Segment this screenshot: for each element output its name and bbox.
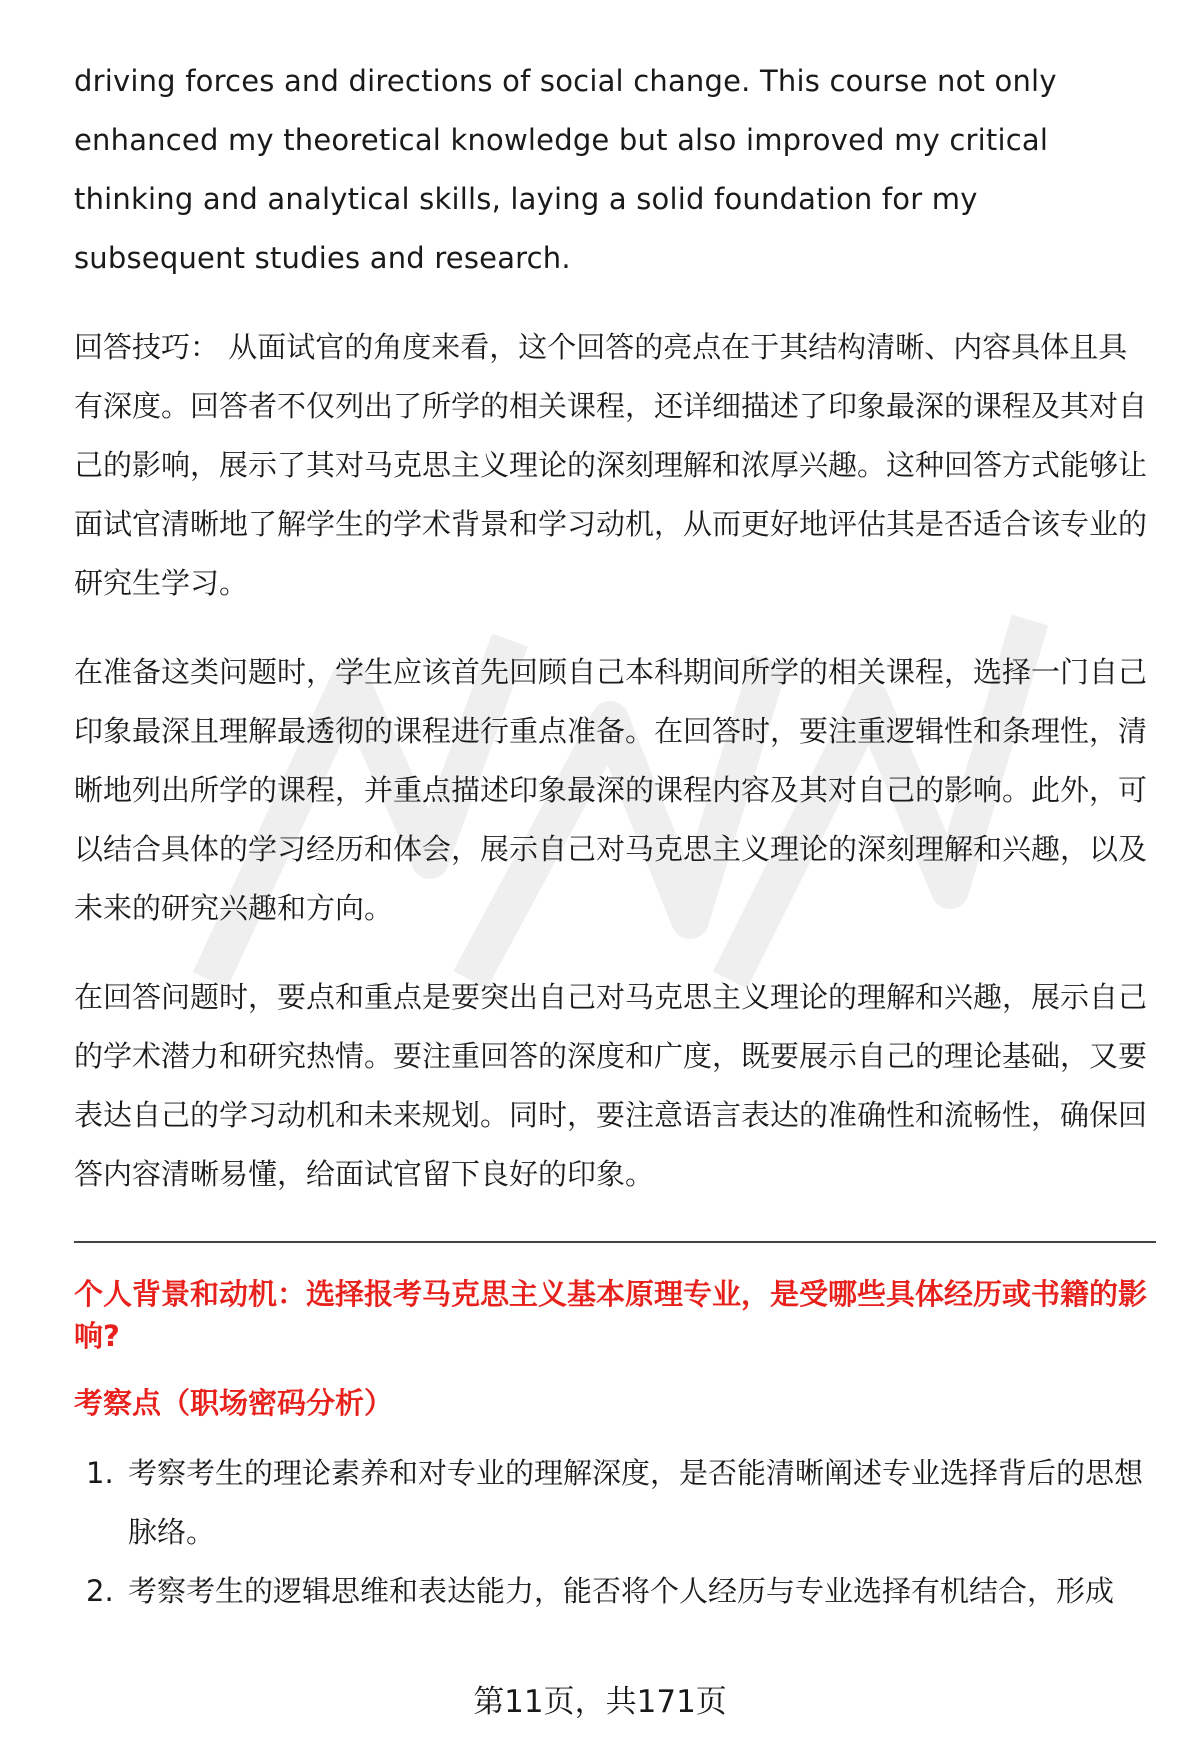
question-title: 个人背景和动机：选择报考马克思主义基本原理专业，是受哪些具体经历或书籍的影响?: [74, 1277, 1148, 1353]
document-page: [74, 52, 1156, 1621]
list-item: [74, 1444, 1156, 1562]
preparation-paragraph: 在准备这类问题时，学生应该首先回顾自己本科期间所学的相关课程，选择一门自己印象最深且理解最透彻的课程进行重点准备。在回答时，要注重逻辑性和条理性，清晰地列出所学的课程，并重点描述印象最深的课程内容及其对自己的影响。此外，可以结合具体的学习经历和体会，展示自己对马克思主义理论的深刻理解和兴趣，以及未来的研究兴趣和方向。: [74, 655, 1148, 925]
list-item-text: 考察考生的逻辑思维和表达能力，能否将个人经历与专业选择有机结合，形成: [128, 1574, 1115, 1608]
answer-tip-paragraph: 回答技巧： 从面试官的角度来看，这个回答的亮点在于其结构清晰、内容具体且具有深度。回答者不仅列出了所学的相关课程，还详细描述了印象最深的课程及其对自己的影响，展示了其对马克思主义理论的深刻理解和浓厚兴趣。这种回答方式能够让面试官清晰地了解学生的学术背景和学习动机，从而更好地评估其是否适合该专业的研究生学习。: [74, 330, 1148, 600]
section-divider: [74, 1241, 1156, 1243]
list-item-number: 2.: [86, 1574, 114, 1608]
list-item: [74, 1562, 1156, 1621]
answer-english-continuation: driving forces and directions of social change. This course not only enhanced my theoretical knowledge but also improved my critical thinking and analytical skills, laying a solid foundation for my subsequent studies and research.: [74, 64, 1057, 275]
list-item-text: 考察考生的理论素养和对专业的理解深度，是否能清晰阐述专业选择背后的思想脉络。: [128, 1456, 1144, 1549]
page-number-footer: 第11页，共171页: [473, 1684, 727, 1720]
key-points-paragraph: 在回答问题时，要点和重点是要突出自己对马克思主义理论的理解和兴趣，展示自己的学术潜力和研究热情。要注重回答的深度和广度，既要展示自己的理论基础，又要表达自己的学习动机和未来规划。同时，要注意语言表达的准确性和流畅性，确保回答内容清晰易懂，给面试官留下良好的印象。: [74, 980, 1148, 1191]
list-item-number: 1.: [86, 1456, 114, 1490]
assessment-points-heading: 考察点（职场密码分析）: [74, 1386, 394, 1420]
assessment-points-list: [74, 1444, 1156, 1621]
